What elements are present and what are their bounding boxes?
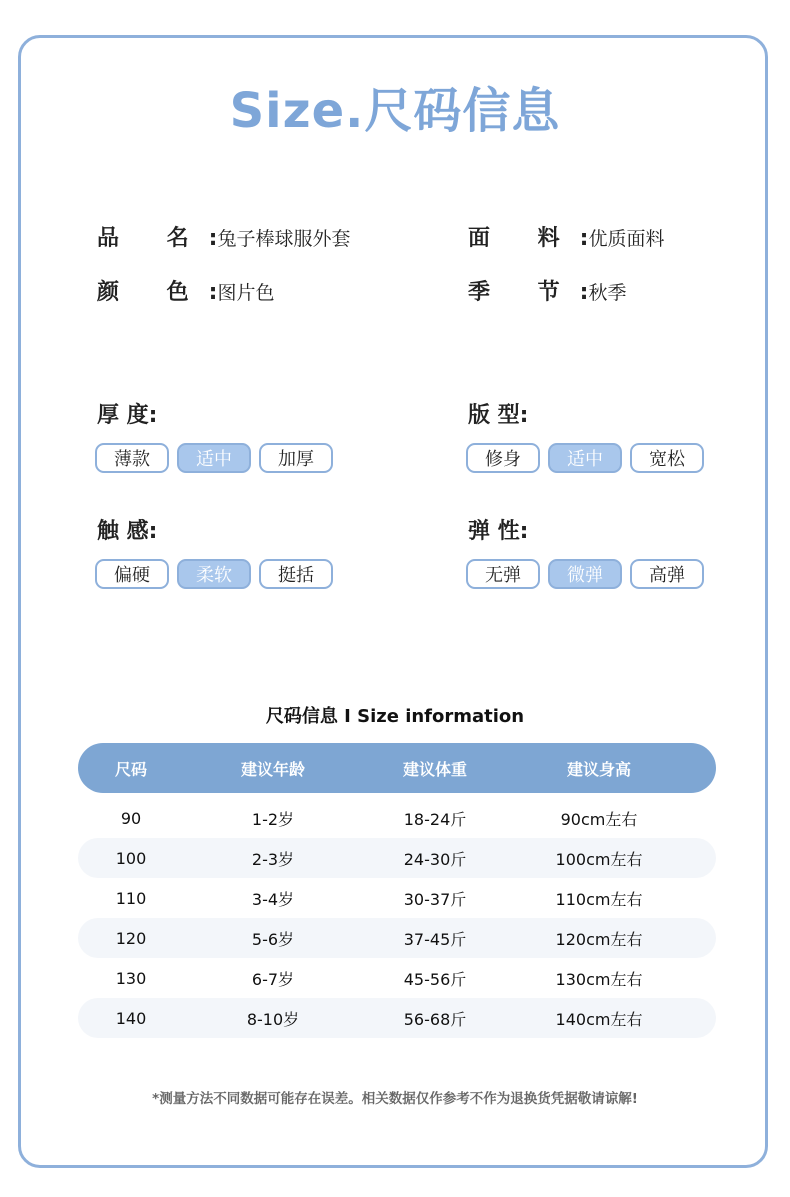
cell-height: 120cm左右 — [555, 929, 643, 949]
touch-option[interactable]: 偏硬 — [95, 559, 169, 589]
page-title: Size.尺码信息 — [229, 83, 561, 139]
touch-options — [95, 559, 333, 589]
cell-height: 90cm左右 — [560, 809, 638, 829]
cell-size: 140 — [115, 1008, 147, 1028]
header-weight: 建议体重 — [402, 759, 467, 779]
cell-size: 130 — [115, 968, 147, 988]
header-size: 尺码 — [114, 759, 147, 779]
attr-name-key: 品 名 — [97, 226, 209, 251]
attr-season: 季 节:秋季 — [468, 280, 627, 305]
table-row — [78, 798, 716, 838]
fit-options — [466, 443, 704, 473]
cell-size: 120 — [115, 928, 147, 948]
thickness-option-selected[interactable]: 适中 — [177, 443, 251, 473]
cell-height: 140cm左右 — [555, 1009, 643, 1029]
cell-size: 90 — [120, 808, 142, 828]
cell-age: 6-7岁 — [251, 969, 295, 989]
touch-option[interactable]: 挺括 — [259, 559, 333, 589]
attr-season-value: 秋季 — [588, 282, 627, 304]
table-row — [78, 878, 716, 918]
thickness-option[interactable]: 薄款 — [95, 443, 169, 473]
elastic-option[interactable]: 高弹 — [630, 559, 704, 589]
cell-height: 110cm左右 — [555, 889, 643, 909]
cell-weight: 37-45斤 — [403, 929, 467, 949]
cell-height: 130cm左右 — [555, 969, 643, 989]
header-height: 建议身高 — [566, 759, 631, 779]
cell-weight: 24-30斤 — [403, 849, 467, 869]
elastic-options — [466, 559, 704, 589]
thickness-options — [95, 443, 333, 473]
touch-option-selected[interactable]: 柔软 — [177, 559, 251, 589]
fit-option-selected[interactable]: 适中 — [548, 443, 622, 473]
elastic-label: 弹 性: — [468, 519, 529, 544]
cell-weight: 18-24斤 — [403, 809, 467, 829]
elastic-option[interactable]: 无弹 — [466, 559, 540, 589]
cell-size: 100 — [115, 848, 147, 868]
cell-weight: 30-37斤 — [403, 889, 467, 909]
attr-color-value: 图片色 — [217, 282, 275, 304]
thickness-option[interactable]: 加厚 — [259, 443, 333, 473]
table-row — [78, 998, 716, 1038]
fit-label: 版 型: — [468, 403, 529, 428]
table-row — [78, 958, 716, 998]
fit-option[interactable]: 宽松 — [630, 443, 704, 473]
disclaimer-note: *测量方法不同数据可能存在误差。相关数据仅作参考不作为退换货凭据敬请谅解! — [152, 1091, 638, 1107]
cell-height: 100cm左右 — [555, 849, 643, 869]
header-age: 建议年龄 — [240, 759, 305, 779]
cell-age: 5-6岁 — [251, 929, 295, 949]
thickness-label: 厚 度: — [97, 403, 158, 428]
attr-fabric-key: 面 料 — [468, 226, 580, 251]
table-row — [78, 918, 716, 958]
size-table-header — [78, 743, 716, 793]
attr-fabric: 面 料:优质面料 — [468, 226, 665, 251]
attr-name: 品 名:兔子棒球服外套 — [97, 226, 351, 251]
table-row — [78, 838, 716, 878]
attr-fabric-value: 优质面料 — [588, 228, 665, 250]
attr-color: 颜 色:图片色 — [97, 280, 275, 305]
elastic-option-selected[interactable]: 微弹 — [548, 559, 622, 589]
attr-season-key: 季 节 — [468, 280, 580, 305]
cell-weight: 45-56斤 — [403, 969, 467, 989]
attr-name-value: 兔子棒球服外套 — [217, 228, 351, 250]
touch-label: 触 感: — [97, 519, 158, 544]
cell-size: 110 — [115, 888, 147, 908]
cell-age: 3-4岁 — [251, 889, 295, 909]
fit-option[interactable]: 修身 — [466, 443, 540, 473]
cell-age: 8-10岁 — [246, 1009, 300, 1029]
cell-age: 1-2岁 — [251, 809, 295, 829]
cell-weight: 56-68斤 — [403, 1009, 467, 1029]
attr-color-key: 颜 色 — [97, 280, 209, 305]
cell-age: 2-3岁 — [251, 849, 295, 869]
size-table-title: 尺码信息 I Size information — [265, 706, 525, 727]
